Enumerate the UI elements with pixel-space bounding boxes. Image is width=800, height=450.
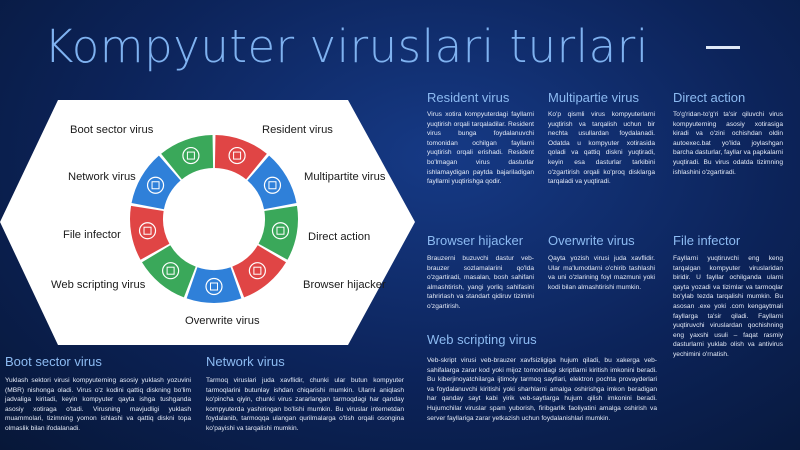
- wheel-label-overwrite: Overwrite virus: [185, 315, 260, 327]
- wheel-label-browser: Browser hijacker: [303, 279, 386, 291]
- wheel-label-web: Web scripting virus: [51, 279, 146, 291]
- virus-wheel: [129, 134, 299, 304]
- overwrite-text: Qayta yozish virusi juda xavflidir. Ular ma'lumotlarni o'chirib tashlashi va uni o'zlarining foyl mazmuni yoki kodi bilan almashtirishi mumkin.: [548, 255, 655, 291]
- resident-heading: Resident virus: [427, 90, 510, 105]
- file-text: Fayllarni yuqtiruvchi eng keng tarqalgan kompyuter viruslaridan biridir. U fayllar ochilganda ularni qayta yozadi va tizimlar va tarmoqlar bo'ylab tezda tarqalishi mumkin. Bu asosan .exe yoki .com kengaytmali fayllarga ta'sir qiladi. Fayllarni yuqtiruvchi viruslardan qochishning eng yaxshi usuli – faqat rasmiy dasturlarni yuklab olish va antivirus yechimini o'rnatish.: [673, 255, 783, 358]
- wheel-segment-overwrite: [187, 267, 242, 303]
- wheel-label-network: Network virus: [68, 171, 136, 183]
- multipartite-text: Ko'p qismli virus kompyuterlarni yuqtirish va tarqalish uchun bir nechta usullardan foydalanadi. Odatda u kompyuter xotirasida qoladi va qattiq diskni yuqtiradi, keyin esa dasturlar tarkibini o'zgartirish orqali ko'proq disklarga tarqaladi va yuqtiradi.: [548, 111, 655, 186]
- direct-text: To'g'ridan-to'g'ri ta'sir qiluvchi virus kompyuterning asosiy xotirasiga kiradi va o'zini ochishdan oldin autoexec.bat yo'lida joylashgan barcha dasturlar, fayllar va papkalarni yuqtiradi. Bu virus odatda tizimning ishlashini o'zgartiradi.: [673, 111, 783, 176]
- overwrite-heading: Overwrite virus: [548, 233, 635, 248]
- wheel-label-direct: Direct action: [308, 231, 371, 243]
- web-heading: Web scripting virus: [427, 332, 537, 347]
- network-text: Tarmoq viruslari juda xavflidir, chunki ular butun kompyuter tarmoqlarini butunlay ishdan chiqarishi mumkin. Ularni aniqlash ko'pincha qiyin, chunki virus zararlangan tarmoqdagi har qanday kompyuterda yashiringan bo'lishi mumkin. Bu viruslar internetdan foydalanib, tarmoqqa ulangan qurilmalarga o'tish orqali osongina ko'payishi va tarqalishi mumkin.: [206, 377, 404, 432]
- resident-text: Virus xotira kompyuterdagi fayllarni yuqtirish orqali tarqaladilar. Resident virus bunga foydalanuvchi tomonidan ochilgan fayllarni yuqtirish orqali erishadi. Resident bo'lmagan virus dasturlar ishlamaydigan paytda bajariladigan fayllarni yuqtirishga qodir.: [427, 111, 534, 186]
- boot-heading: Boot sector virus: [5, 354, 102, 369]
- file-heading: File infector: [673, 233, 741, 248]
- wheel-label-multipartite: Multipartite virus: [304, 171, 386, 183]
- wheel-label-file: File infector: [63, 229, 121, 241]
- browser-heading: Browser hijacker: [427, 233, 524, 248]
- page-title: Kompyuter viruslari turlari: [44, 20, 649, 73]
- wheel-label-resident: Resident virus: [262, 124, 333, 136]
- boot-text: Yuklash sektori virusi kompyuterning asosiy yuklash yozuvini (MBR) nishonga oladi. Virus o'z kodini qattiq diskning bo'lim jadvaliga kiritadi, keyin kompyuter qayta ishga tushganda asosiy xotiraga o'tadi. Virusning mavjudligi yuklash muammolari, tizimning yomon ishlashi va qattiq diskni topa olmaslik bilan ifodalanadi.: [5, 377, 191, 432]
- network-heading: Network virus: [206, 354, 285, 369]
- title-dash: [706, 46, 740, 49]
- wheel-label-boot: Boot sector virus: [70, 124, 154, 136]
- browser-text: Brauzerni buzuvchi dastur veb-brauzer sozlamalarini qo'lda o'zgartiradi, masalan, bosh sahifani almashtirish, yangi yorliq sahifasini tahrirlash va standart qidiruv tizimini o'zgartirish.: [427, 255, 534, 310]
- multipartite-heading: Multipartie virus: [548, 90, 640, 105]
- direct-heading: Direct action: [673, 90, 746, 105]
- web-text: Veb-skript virusi veb-brauzer xavfsizligiga hujum qiladi, bu xakerga veb-sahifalarga zarar kod yoki mijoz tomonidagi skriptlarni kiritish imkonini beradi. Bu kiberjinoyatchilarga ijtimoiy tarmoq saytlari, elektron pochta provayderlari va foydalanuvchi kiritishi yoki sharhlarni amalga oshirishga imkon beradigan har qanday sayt kabi yirik veb-saytlarga hujum qilish imkonini beradi. Hujumchilar viruslar spam yuborish, firibgarlik faoliyatini amalga oshirish va server fayllariga zarar yetkazish uchun foydalanishlari mumkin.: [427, 357, 657, 422]
